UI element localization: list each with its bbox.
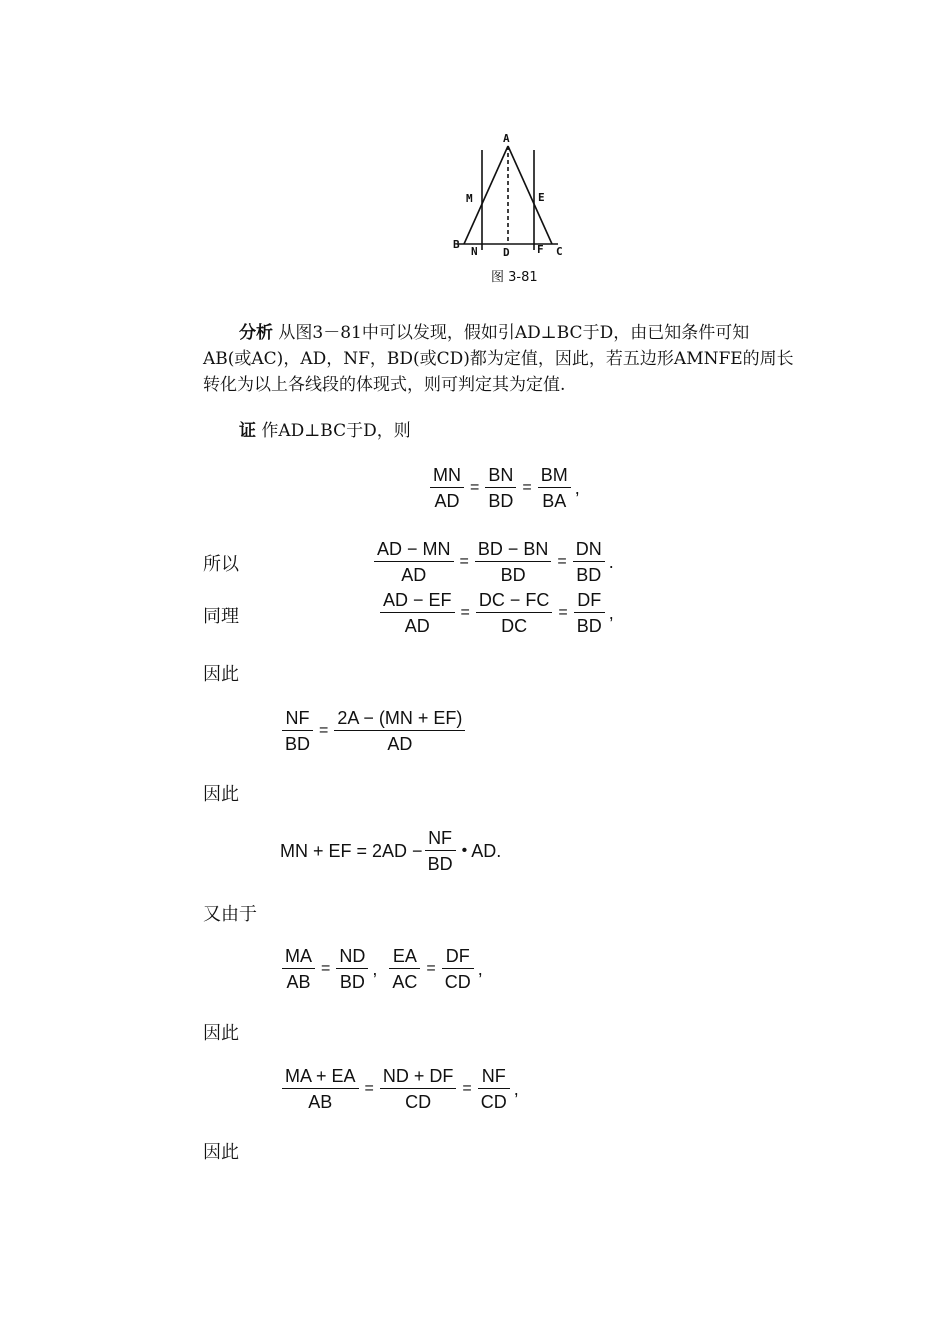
proof-label: 证 xyxy=(239,421,256,441)
label-b: B xyxy=(453,238,460,251)
equals-sign: = xyxy=(557,553,567,570)
eq5-f-den: BD xyxy=(425,850,456,875)
eq2-f1-den: AD xyxy=(374,561,454,586)
eq6-f4-num: DF xyxy=(445,946,470,966)
word-tongli: 同理 xyxy=(203,606,239,627)
eq1-end: , xyxy=(574,477,580,498)
eq1-f2-num: BN xyxy=(488,465,514,485)
word-yinci-4: 因此 xyxy=(203,1142,239,1163)
eq5-lhs: MN + EF = 2AD − xyxy=(280,840,423,861)
label-c: C xyxy=(556,245,563,258)
dot-operator: • xyxy=(461,842,468,859)
eq6-f1-den: AB xyxy=(282,968,315,993)
equals-sign: = xyxy=(462,1080,472,1097)
eq2-f2-num: BD − BN xyxy=(477,539,549,559)
eq2-f3-num: DN xyxy=(575,539,602,559)
equals-sign: = xyxy=(364,1080,374,1097)
eq3-f1-num: AD − EF xyxy=(383,590,452,610)
eq6-f3-num: EA xyxy=(392,946,417,966)
eq1-f3-den: BA xyxy=(538,487,571,512)
eq7-f1-num: MA + EA xyxy=(285,1066,356,1086)
label-e: E xyxy=(538,191,545,204)
equation-5 xyxy=(280,827,501,875)
eq4-f1-den: BD xyxy=(282,730,313,755)
eq4-f2-den: AD xyxy=(334,730,465,755)
label-a: A xyxy=(503,132,510,145)
equation-3 xyxy=(378,589,614,637)
eq2-end: . xyxy=(608,551,614,572)
word-youyouyu: 又由于 xyxy=(203,904,257,925)
eq3-end: , xyxy=(608,602,614,623)
eq3-f1-den: AD xyxy=(380,612,455,637)
eq6-f2-den: BD xyxy=(336,968,368,993)
equals-sign: = xyxy=(470,479,480,496)
analysis-paragraph xyxy=(203,320,823,398)
eq5-f-num: NF xyxy=(428,828,453,848)
eq3-f3-num: DF xyxy=(577,590,602,610)
eq7-f2-num: ND + DF xyxy=(382,1066,454,1086)
segment-ac xyxy=(508,146,552,244)
analysis-line-2: AB(或AC)，AD，NF，BD(或CD)都为定值，因此，若五边形AMNFE的周长 xyxy=(203,349,794,369)
analysis-label: 分析 xyxy=(239,323,273,343)
equals-sign: = xyxy=(459,553,469,570)
figure-caption: 图 3-81 xyxy=(491,270,538,285)
eq1-f3-num: BM xyxy=(540,465,568,485)
eq1-f1-num: MN xyxy=(433,465,461,485)
word-yinci-3: 因此 xyxy=(203,1023,239,1044)
equals-sign: = xyxy=(426,960,436,977)
eq1-f1-den: AD xyxy=(430,487,464,512)
label-m: M xyxy=(466,192,473,205)
equation-6 xyxy=(280,945,483,993)
eq6-f3-den: AC xyxy=(389,968,420,993)
eq5-tail: AD. xyxy=(471,840,502,861)
eq4-f2-num: 2A − (MN + EF) xyxy=(337,708,463,728)
label-n: N xyxy=(471,245,478,258)
eq7-f2-den: CD xyxy=(380,1088,457,1113)
word-yinci-1: 因此 xyxy=(203,664,239,685)
triangle-figure xyxy=(440,128,580,260)
eq6-f1-num: MA xyxy=(285,946,312,966)
equals-sign: = xyxy=(319,722,329,739)
eq2-f2-den: BD xyxy=(475,561,552,586)
eq3-f2-num: DC − FC xyxy=(478,590,550,610)
eq6-f4-den: CD xyxy=(442,968,474,993)
word-yinci-2: 因此 xyxy=(203,784,239,805)
eq3-f2-den: DC xyxy=(476,612,553,637)
eq6-end: , xyxy=(477,958,483,979)
equals-sign: = xyxy=(321,960,331,977)
eq7-f3-num: NF xyxy=(481,1066,506,1086)
equals-sign: = xyxy=(522,479,532,496)
eq2-f3-den: BD xyxy=(573,561,605,586)
proof-text: 作AD⊥BC于D，则 xyxy=(261,421,411,441)
equation-4 xyxy=(280,707,467,755)
equals-sign: = xyxy=(558,604,568,621)
eq7-f3-den: CD xyxy=(478,1088,510,1113)
eq6-separator: , xyxy=(372,958,378,979)
eq4-f1-num: NF xyxy=(285,708,310,728)
equation-1 xyxy=(428,464,580,512)
label-d: D xyxy=(503,246,510,259)
equation-2 xyxy=(372,538,614,586)
equals-sign: = xyxy=(460,604,470,621)
equation-7 xyxy=(280,1065,519,1113)
eq1-f2-den: BD xyxy=(485,487,516,512)
eq3-f3-den: BD xyxy=(574,612,605,637)
eq7-f1-den: AB xyxy=(282,1088,359,1113)
analysis-line-3: 转化为以上各线段的体现式，则可判定其为定值. xyxy=(203,375,566,395)
label-f: F xyxy=(537,243,544,256)
eq2-f1-num: AD − MN xyxy=(377,539,451,559)
eq6-f2-num: ND xyxy=(339,946,366,966)
eq7-end: , xyxy=(513,1078,519,1099)
analysis-line-1: 从图3－81中可以发现，假如引AD⊥BC于D，由已知条件可知 xyxy=(278,323,750,343)
word-suoyi: 所以 xyxy=(203,554,239,575)
proof-line xyxy=(239,418,411,444)
